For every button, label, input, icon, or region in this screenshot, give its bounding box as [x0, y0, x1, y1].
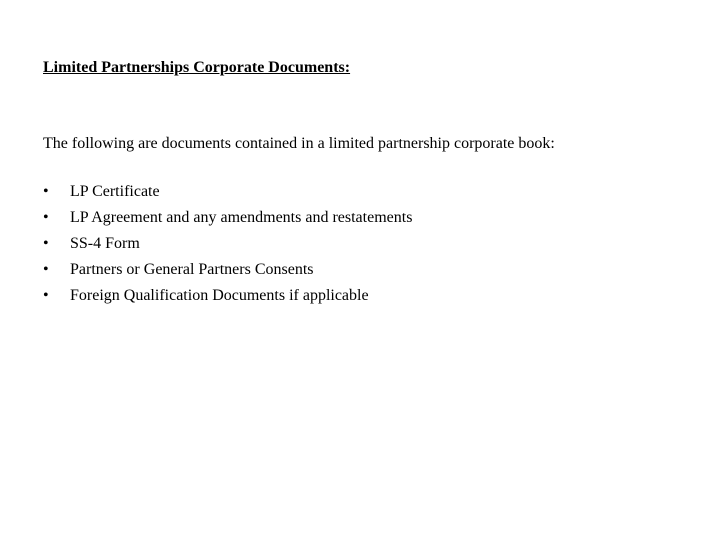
list-item [43, 182, 412, 208]
list-item [43, 260, 412, 286]
list-item-label: Partners or General Partners Consents [70, 261, 314, 278]
intro-paragraph: The following are documents contained in a limited partnership corporate book: [43, 135, 555, 152]
bullet-icon: • [43, 235, 49, 252]
list-item [43, 234, 412, 260]
list-item-label: LP Certificate [70, 183, 160, 200]
page-heading: Limited Partnerships Corporate Documents: [43, 59, 351, 76]
list-item-label: LP Agreement and any amendments and restatements [70, 209, 413, 226]
bullet-icon: • [43, 261, 49, 278]
list-item-label: SS-4 Form [70, 235, 140, 252]
bullet-icon: • [43, 183, 49, 200]
list-item [43, 208, 412, 234]
bullet-icon: • [43, 287, 49, 304]
list-item [43, 286, 412, 312]
list-item-label: Foreign Qualification Documents if applicable [70, 287, 369, 304]
document-list [43, 182, 412, 312]
bullet-icon: • [43, 209, 49, 226]
